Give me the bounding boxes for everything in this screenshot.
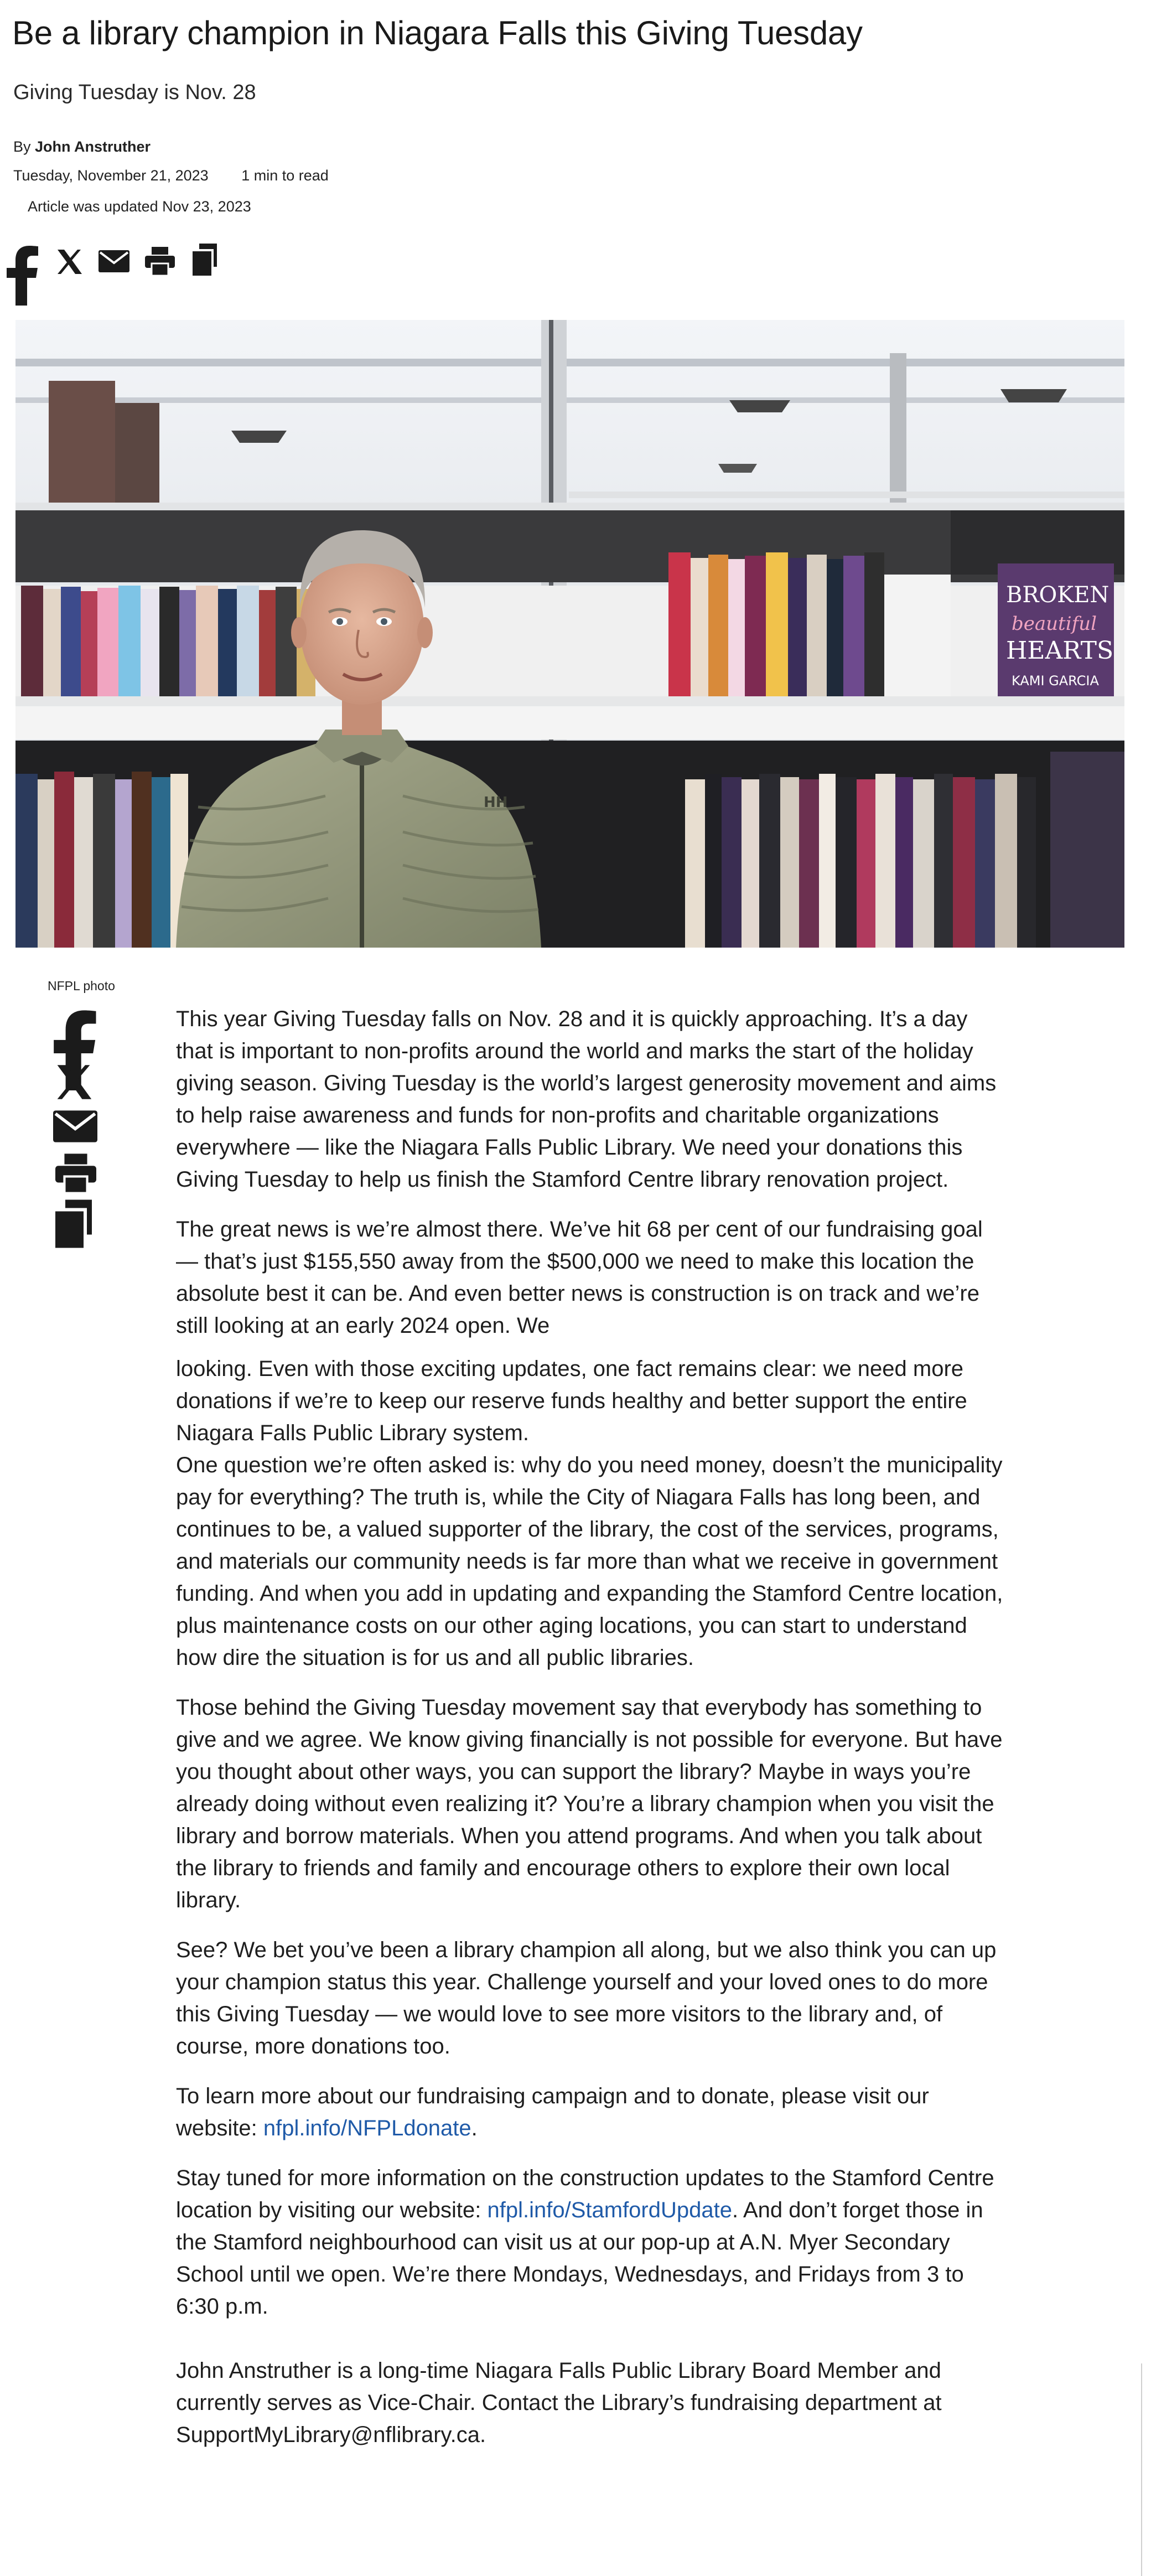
paragraph-2: The great news is we’re almost there. We’ve hit 68 per cent of our fundraising goal — that’s just $155,550 away from the $500,000 we need to make this location the absolute best it can be. And even better news is construction is on track and we’re still looking at an early 2024 open. We — [176, 1217, 983, 1338]
article-subheadline: Giving Tuesday is Nov. 28 — [13, 81, 256, 104]
article-body — [176, 1003, 1006, 2469]
email-icon[interactable] — [98, 250, 129, 272]
updated-notice: Article was updated Nov 23, 2023 — [28, 198, 251, 215]
photo-caption: NFPL photo — [48, 979, 115, 993]
paragraph-5: Those behind the Giving Tuesday movement say that everybody has something to give and we agree. We know giving financially is not possible for everyone. But have you thought about other ways, you can support the library? Maybe in ways you’re already doing without even realizing it? You’re a library champion when you visit the library and borrow materials. When you attend programs. And when you talk about the library to friends and family and encourage others to explore their own local library. — [176, 1695, 1003, 1912]
library-photo — [15, 320, 1124, 948]
paragraph-3: looking. Even with those exciting updates, one fact remains clear: we need more donations if we’re to keep our reserve funds healthy and better support the entire Niagara Falls Public Library system. — [176, 1357, 967, 1445]
byline — [13, 136, 151, 157]
donate-text-end: . — [471, 2116, 478, 2140]
author-bio: John Anstruther is a long-time Niagara Falls Public Library Board Member and currently serves as Vice-Chair. Contact the Library’s fundraising department at SupportMyLibrary@nflibrary.ca. — [176, 2358, 942, 2447]
copy-icon[interactable] — [190, 244, 221, 278]
dateline — [13, 165, 329, 186]
paragraph-6: See? We bet you’ve been a library champion all along, but we also think you can up your champion status this year. Challenge yourself and your loved ones to do more this Giving Tuesday — we would love to see more visitors to the library and, of course, more donations too. — [176, 1938, 997, 2058]
update-text-end: . And don’t forget those in the Stamford neighbourhood can visit us at our pop-up at A.N. Myer Secondary School until we open. We’re there Mondays, Wednesdays, and Fridays from 3 to 6:30 p.m. — [176, 2198, 983, 2319]
svg-text:HEARTS: HEARTS — [1006, 637, 1114, 665]
print-icon[interactable] — [145, 247, 175, 276]
publish-date: Tuesday, November 21, 2023 — [13, 167, 209, 184]
print-icon[interactable] — [55, 1153, 96, 1193]
svg-text:HH: HH — [484, 794, 508, 811]
paragraph-1: This year Giving Tuesday falls on Nov. 28 and it is quickly approaching. It’s a day that is important to non-profits around the world and marks the start of the holiday giving season. Giving Tuesday is the world’s largest generosity movement and aims to help raise awareness and funds for non-profits and charitable organizations everywhere — like the Niagara Falls Public Library. We need your donations this Giving Tuesday to help us finish the Stamford Centre library renovation project. — [176, 1007, 997, 1192]
scan-edge — [1141, 2363, 1142, 2576]
svg-text:KAMI GARCIA: KAMI GARCIA — [1012, 673, 1099, 689]
author-link[interactable]: John Anstruther — [35, 138, 151, 155]
svg-text:BROKEN: BROKEN — [1006, 582, 1109, 608]
x-icon[interactable] — [54, 1063, 93, 1101]
svg-text:beautiful: beautiful — [1012, 613, 1097, 635]
donate-link[interactable]: nfpl.info/NFPLdonate — [263, 2116, 471, 2140]
donate-text: To learn more about our fundraising campaign and to donate, please visit our website: — [176, 2084, 929, 2140]
update-text: Stay tuned for more information on the construction updates to the Stamford Centre location by visiting our website: — [176, 2166, 994, 2222]
byline-prefix: By — [13, 138, 31, 155]
paragraph-4: One question we’re often asked is: why do you need money, doesn’t the municipality pay for everything? The truth is, while the City of Niagara Falls has long been, and continues to be, a valued supporter of the library, the cost of the services, programs, and materials our community needs is far more than what we receive in government funding. And when you add in updating and expanding the Stamford Centre location, plus maintenance costs on our other aging locations, you can start to understand how dire the situation is for us and all public libraries. — [176, 1453, 1003, 1670]
side-share-toolbar — [52, 1007, 113, 1262]
article-headline: Be a library champion in Niagara Falls this Giving Tuesday — [12, 14, 863, 51]
share-toolbar — [6, 239, 238, 311]
paragraph-donate — [176, 2080, 1006, 2144]
facebook-icon[interactable] — [6, 244, 40, 306]
book-display-sign — [998, 563, 1114, 696]
stamford-update-link[interactable]: nfpl.info/StamfordUpdate — [487, 2198, 732, 2222]
x-icon[interactable] — [55, 248, 83, 276]
hero-photo — [15, 320, 1124, 948]
read-time: 1 min to read — [241, 167, 329, 184]
email-icon[interactable] — [53, 1110, 97, 1142]
paragraph-update — [176, 2162, 1006, 2322]
copy-icon[interactable] — [52, 1199, 98, 1252]
